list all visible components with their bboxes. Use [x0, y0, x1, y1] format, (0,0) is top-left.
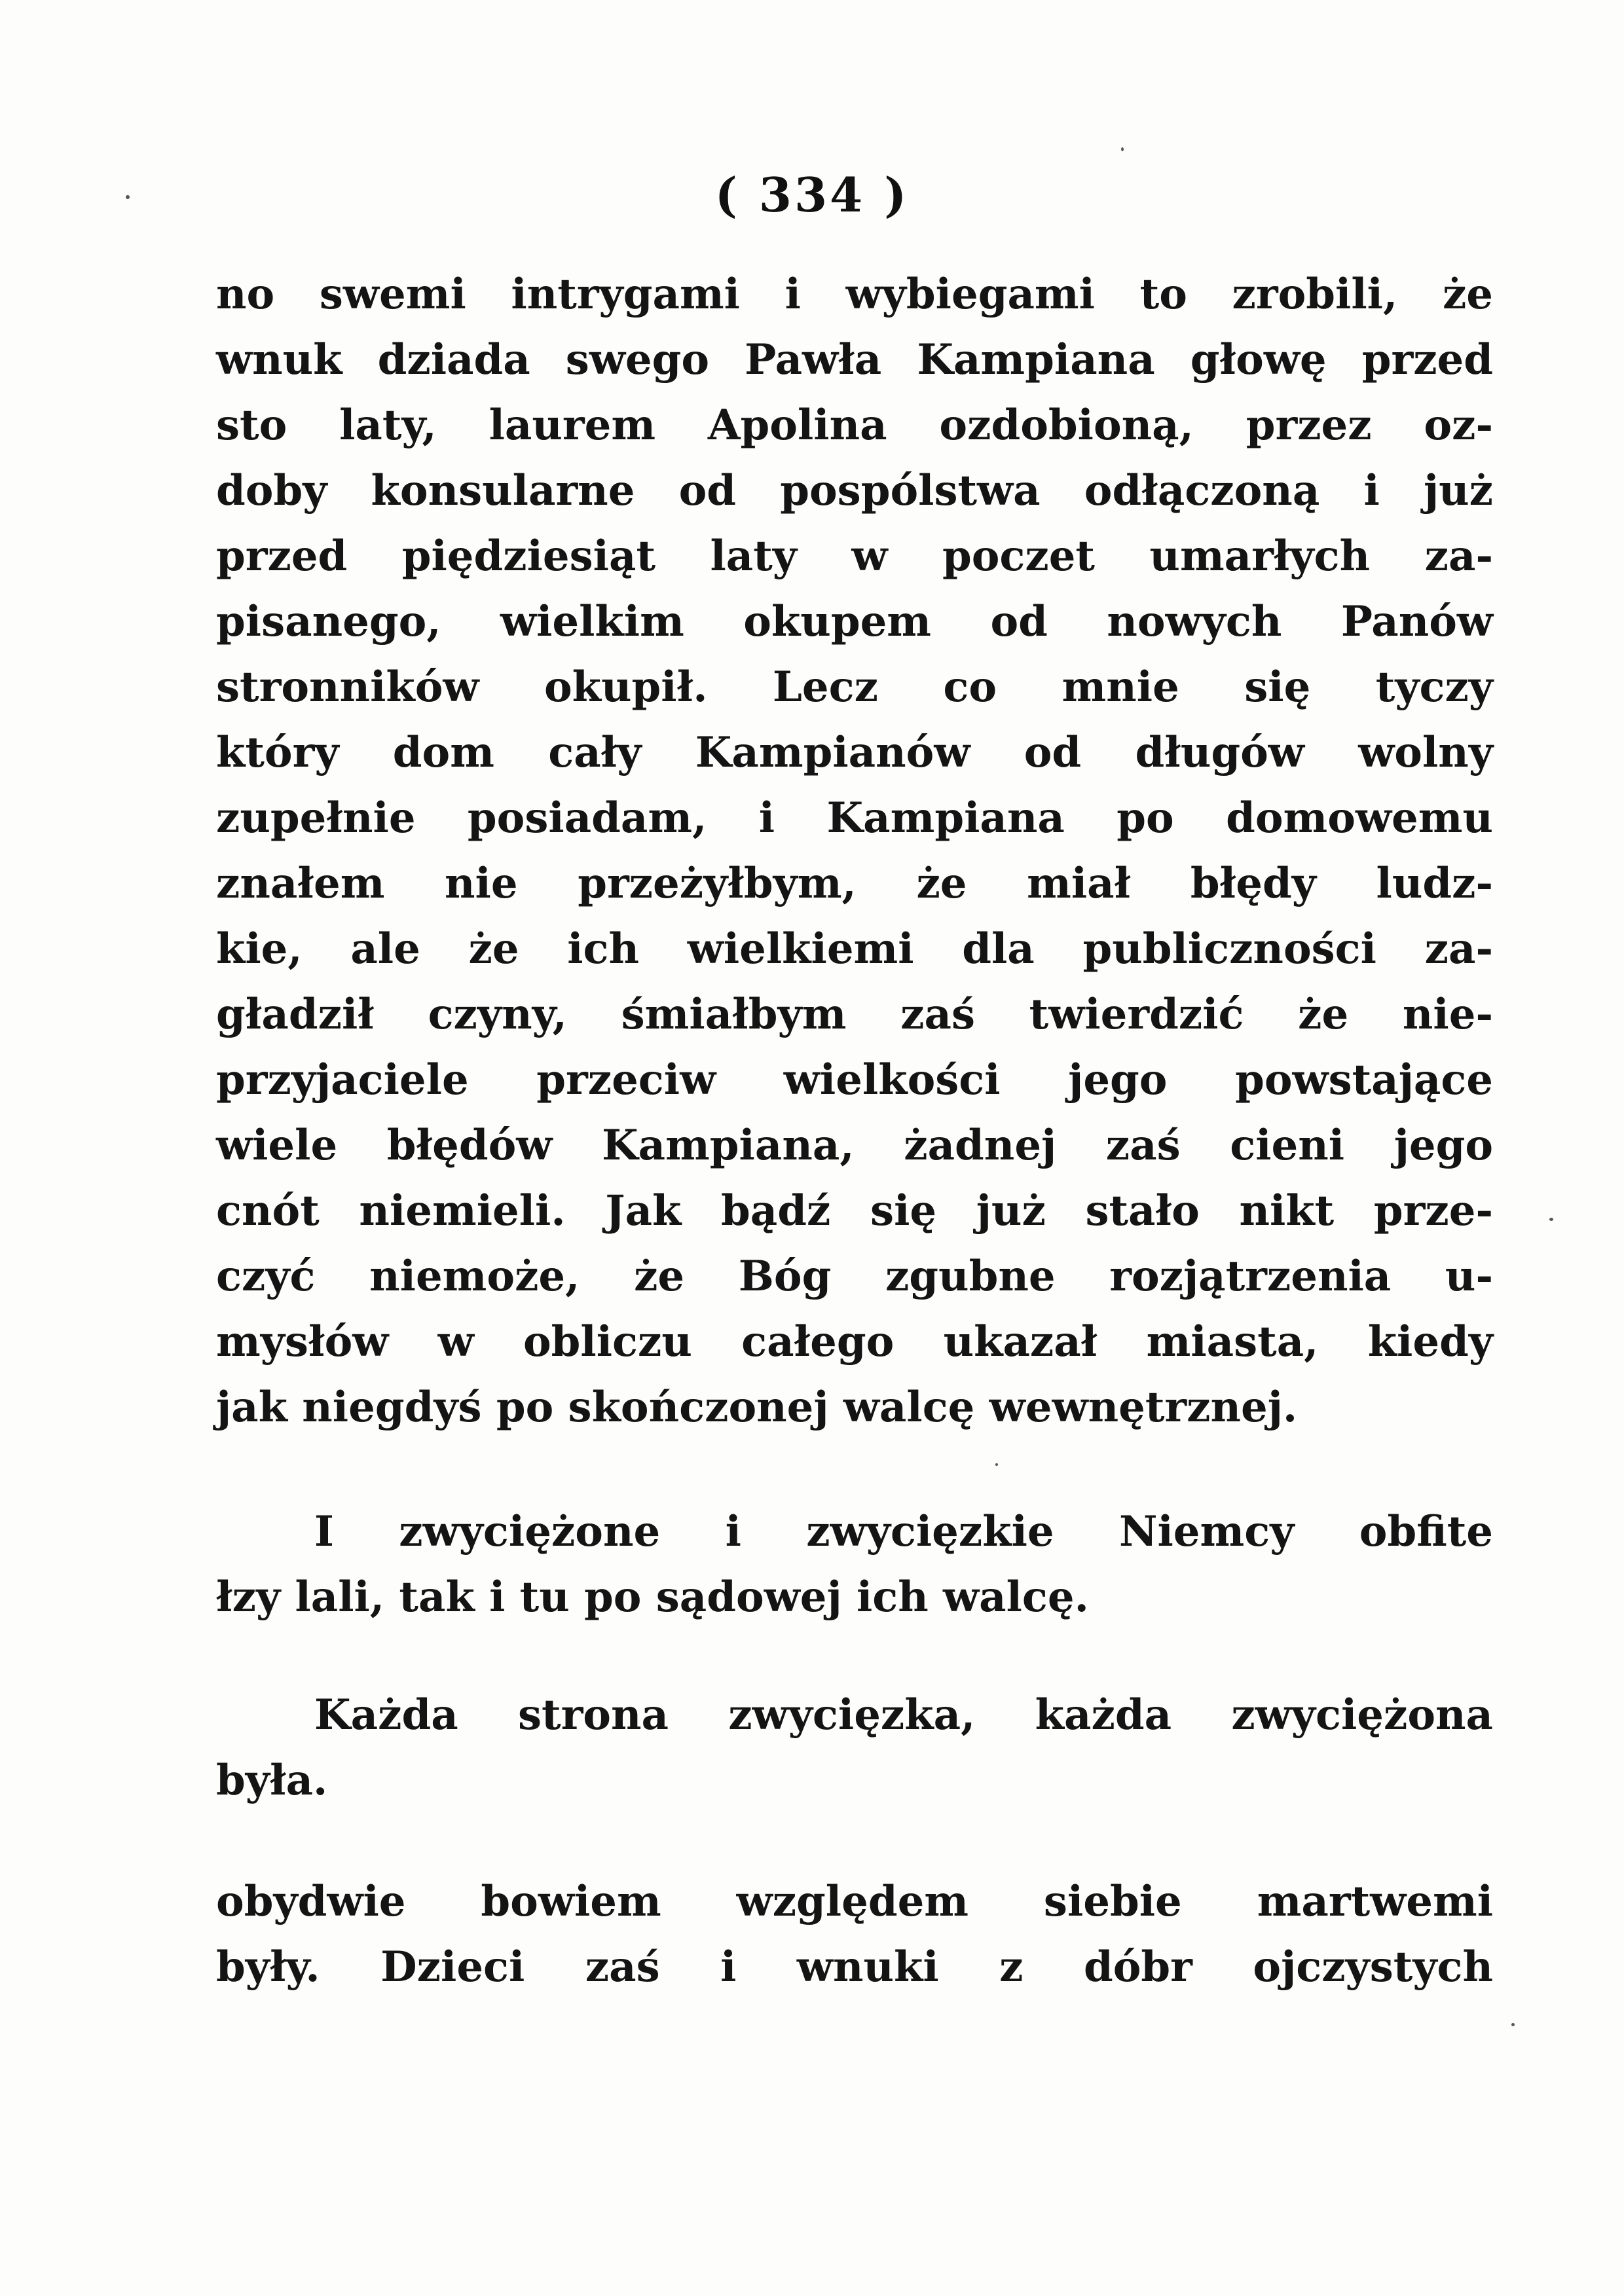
text-line: kie, ale że ich wielkiemi dla publiczności za-: [216, 924, 1493, 974]
scan-speck: [995, 1463, 998, 1466]
text-line: mysłów w obliczu całego ukazał miasta, kiedy: [216, 1317, 1493, 1366]
text-line: wnuk dziada swego Pawła Kampiana głowę przed: [216, 335, 1493, 384]
text-line: gładził czyny, śmiałbym zaś twierdzić że nie-: [216, 990, 1493, 1039]
paragraph-3: [216, 1683, 1493, 1813]
paragraph-4: [216, 1869, 1493, 2000]
text-line: który dom cały Kampianów od długów wolny: [216, 728, 1493, 777]
text-line: jak niegdyś po skończonej walcę wewnętrznej.: [216, 1383, 1298, 1432]
text-line: Każda strona zwycięzka, każda zwyciężona: [314, 1690, 1493, 1740]
text-line: I zwyciężone i zwycięzkie Niemcy obfite: [314, 1507, 1493, 1556]
text-line: była.: [216, 1756, 328, 1805]
text-line: czyć niemoże, że Bóg zgubne rozjątrzenia u-: [216, 1252, 1493, 1301]
paragraph-1: [216, 262, 1493, 1440]
text-line: pisanego, wielkim okupem od nowych Panów: [216, 597, 1493, 646]
scan-speck: [126, 195, 130, 199]
text-line: wiele błędów Kampiana, żadnej zaś cieni jego: [216, 1121, 1493, 1170]
page-number: ( 334 ): [714, 167, 910, 223]
text-line: łzy lali, tak i tu po sądowej ich walcę.: [216, 1573, 1089, 1622]
text-line: stronników okupił. Lecz co mnie się tyczy: [216, 663, 1493, 712]
scan-speck: [1511, 2023, 1515, 2026]
text-line: cnót niemieli. Jak bądź się już stało nikt prze-: [216, 1186, 1493, 1235]
text-line: znałem nie przeżyłbym, że miał błędy ludz-: [216, 859, 1493, 908]
text-line: przyjaciele przeciw wielkości jego powstające: [216, 1055, 1493, 1104]
text-line: sto laty, laurem Apolina ozdobioną, przez oz-: [216, 401, 1493, 450]
text-line: przed piędziesiąt laty w poczet umarłych za-: [216, 532, 1493, 581]
text-line: doby konsularne od pospólstwa odłączoną i już: [216, 466, 1493, 515]
scan-speck: [1549, 1218, 1553, 1221]
scan-speck: [1121, 147, 1124, 151]
text-line: obydwie bowiem względem siebie martwemi: [216, 1877, 1493, 1926]
text-line: no swemi intrygami i wybiegami to zrobili, że: [216, 270, 1493, 319]
paragraph-2: [216, 1499, 1493, 1630]
text-line: zupełnie posiadam, i Kampiana po domowemu: [216, 793, 1493, 843]
text-line: były. Dzieci zaś i wnuki z dóbr ojczystych: [216, 1942, 1493, 1992]
